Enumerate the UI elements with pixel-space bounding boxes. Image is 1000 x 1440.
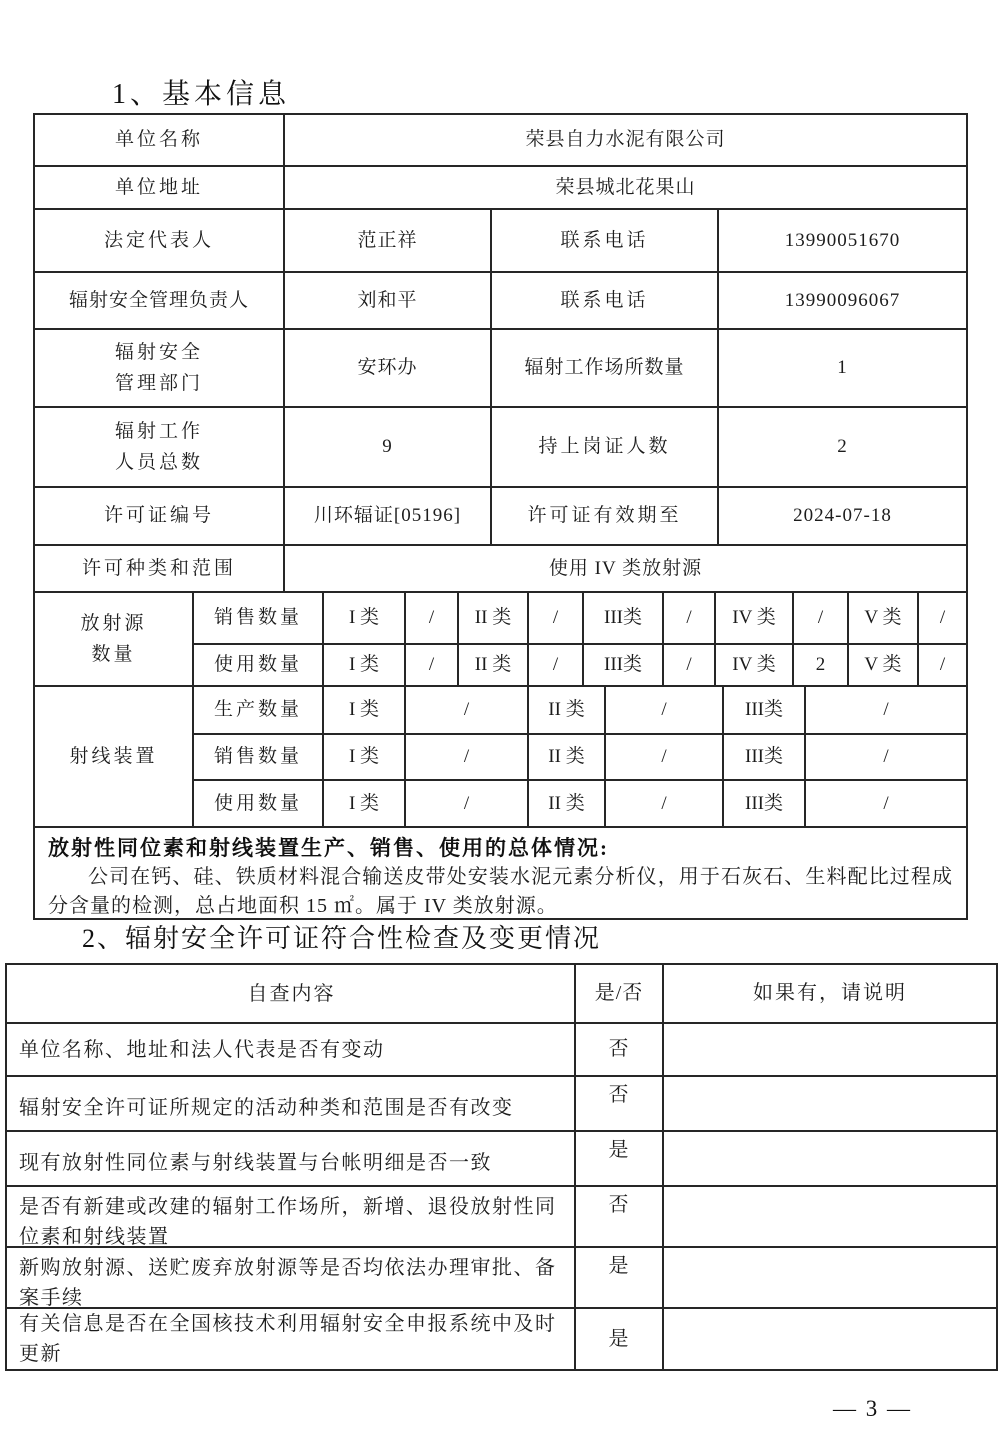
- device-use-row: [194, 779, 966, 826]
- class-value-cell: /: [404, 645, 457, 685]
- license-scope-label: 许可种类和范围: [81, 557, 236, 579]
- check-row-unit-change: [7, 1022, 996, 1075]
- device-production-label: 生产数量: [213, 699, 302, 721]
- yes-no-value: 是: [574, 1309, 662, 1369]
- class-value-cell: /: [404, 593, 457, 643]
- class-label-cell: III类: [722, 781, 804, 826]
- overall-situation-text: 公司在钙、硅、铁质材料混合输送皮带处安装水泥元素分析仪，用于石灰石、生料配比过程成分含量的检测，总占地面积 15 ㎡。属于 IV 类放射源。: [48, 866, 953, 917]
- class-label-cell: I 类: [322, 735, 404, 779]
- check-content: 有关信息是否在全国核技术利用辐射安全申报系统中及时更新: [19, 1313, 557, 1365]
- safety-dept-label: [35, 330, 283, 406]
- class-value-cell: /: [917, 593, 966, 643]
- class-label-cell: IV 类: [714, 645, 792, 685]
- explain-value: [662, 1309, 996, 1369]
- self-check-table: [5, 963, 998, 1371]
- class-value-cell: /: [404, 687, 527, 733]
- check-content: 是否有新建或改建的辐射工作场所，新增、退役放射性同位素和射线装置: [19, 1196, 557, 1248]
- certified-count-value: 2: [717, 408, 966, 486]
- ray-device-rows: [192, 687, 966, 826]
- class-value-cell: 2: [792, 645, 847, 685]
- class-value-cell: /: [804, 687, 966, 733]
- row-license-number: [35, 486, 966, 544]
- ray-device-group-label: 射线装置: [69, 745, 158, 767]
- safety-dept-label-line1: 辐射安全: [114, 342, 203, 363]
- row-worker-total: [35, 406, 966, 486]
- device-use-label: 使用数量: [213, 792, 302, 814]
- class-value-cell: /: [804, 735, 966, 779]
- license-number-label: 许可证编号: [103, 505, 214, 527]
- check-row-approval-procedure: [7, 1246, 996, 1307]
- safety-dept-value: 安环办: [283, 330, 490, 406]
- class-label-cell: V 类: [847, 593, 917, 643]
- unit-name-label: 单位名称: [114, 129, 203, 151]
- license-expiry-value: 2024-07-18: [717, 488, 966, 544]
- legal-rep-value: 范正祥: [283, 210, 490, 271]
- class-label-cell: IV 类: [714, 593, 792, 643]
- yes-no-value: 否: [574, 1187, 662, 1246]
- check-content: 辐射安全许可证所规定的活动种类和范围是否有改变: [19, 1097, 514, 1119]
- radiation-source-group-label: [35, 593, 192, 685]
- page-number: — 3 —: [833, 1396, 912, 1421]
- row-safety-manager: [35, 271, 966, 328]
- class-label-cell: I 类: [322, 593, 404, 643]
- explain-value: [662, 1248, 996, 1307]
- device-sales-row: [194, 733, 966, 779]
- check-row-scope-change: [7, 1075, 996, 1130]
- unit-name-value: 荣县自力水泥有限公司: [283, 115, 966, 165]
- class-value-cell: /: [604, 687, 722, 733]
- workplace-count-value: 1: [717, 330, 966, 406]
- source-use-label: 使用数量: [213, 654, 302, 676]
- check-content: 现有放射性同位素与射线装置与台帐明细是否一致: [19, 1152, 492, 1174]
- device-production-row: [194, 687, 966, 733]
- class-label-cell: I 类: [322, 781, 404, 826]
- source-use-row: [194, 643, 966, 685]
- explain-value: [662, 1187, 996, 1246]
- class-label-cell: I 类: [322, 687, 404, 733]
- unit-address-label: 单位地址: [114, 176, 203, 198]
- header-yes-no: 是/否: [574, 965, 662, 1022]
- row-unit-address: [35, 165, 966, 208]
- safety-manager-label: 辐射安全管理负责人: [68, 289, 249, 311]
- class-label-cell: III类: [582, 645, 662, 685]
- check-row-system-update: [7, 1307, 996, 1369]
- unit-address-value: 荣县城北花果山: [283, 167, 966, 208]
- license-expiry-label: 许可证有效期至: [490, 488, 717, 544]
- class-label-cell: I 类: [322, 645, 404, 685]
- yes-no-value: 是: [574, 1132, 662, 1185]
- phone-value-1: 13990051670: [717, 210, 966, 271]
- source-sales-row: [194, 593, 966, 643]
- class-label-cell: II 类: [527, 781, 604, 826]
- row-legal-representative: [35, 208, 966, 271]
- worker-total-label: [35, 408, 283, 486]
- license-scope-value: 使用 IV 类放射源: [283, 546, 966, 591]
- phone-label-1: 联系电话: [490, 210, 717, 271]
- class-label-cell: II 类: [527, 687, 604, 733]
- yes-no-value: 否: [574, 1024, 662, 1075]
- phone-value-2: 13990096067: [717, 273, 966, 328]
- worker-total-value: 9: [283, 408, 490, 486]
- class-value-cell: /: [662, 645, 714, 685]
- explain-value: [662, 1132, 996, 1185]
- ray-device-group: [35, 685, 966, 826]
- class-label-cell: III类: [582, 593, 662, 643]
- radiation-source-label-line1: 放射源: [80, 613, 147, 634]
- workplace-count-label: 辐射工作场所数量: [490, 330, 717, 406]
- radiation-source-group: [35, 591, 966, 685]
- worker-total-label-line2: 人员总数: [114, 452, 203, 473]
- radiation-source-rows: [192, 593, 966, 685]
- check-row-ledger-match: [7, 1130, 996, 1185]
- basic-info-table: [33, 113, 968, 920]
- section2-title: 2、辐射安全许可证符合性检查及变更情况: [82, 924, 602, 953]
- row-unit-name: [35, 115, 966, 165]
- header-check-content: 自查内容: [247, 982, 336, 1005]
- phone-label-2: 联系电话: [490, 273, 717, 328]
- explain-value: [662, 1077, 996, 1130]
- check-row-new-workplace: [7, 1185, 996, 1246]
- certified-count-label: 持上岗证人数: [490, 408, 717, 486]
- self-check-header-row: [7, 965, 996, 1022]
- overall-situation-heading: 放射性同位素和射线装置生产、销售、使用的总体情况:: [48, 836, 609, 860]
- section1-title: 1、基本信息: [112, 79, 291, 110]
- class-value-cell: /: [604, 781, 722, 826]
- row-safety-department: [35, 328, 966, 406]
- class-label-cell: II 类: [457, 645, 527, 685]
- class-value-cell: /: [804, 781, 966, 826]
- row-license-scope: [35, 544, 966, 591]
- class-value-cell: /: [604, 735, 722, 779]
- class-value-cell: /: [792, 593, 847, 643]
- source-sales-label: 销售数量: [213, 607, 302, 629]
- overall-situation-row: [35, 826, 966, 918]
- explain-value: [662, 1024, 996, 1075]
- worker-total-label-line1: 辐射工作: [114, 421, 203, 442]
- class-label-cell: III类: [722, 687, 804, 733]
- yes-no-value: 否: [574, 1077, 662, 1130]
- class-value-cell: /: [917, 645, 966, 685]
- class-value-cell: /: [527, 645, 582, 685]
- class-label-cell: III类: [722, 735, 804, 779]
- class-label-cell: V 类: [847, 645, 917, 685]
- class-label-cell: II 类: [457, 593, 527, 643]
- header-explain: 如果有，请说明: [662, 965, 996, 1022]
- radiation-source-label-line2: 数量: [91, 644, 136, 665]
- safety-dept-label-line2: 管理部门: [114, 373, 203, 394]
- overall-situation-cell: [35, 828, 966, 918]
- yes-no-value: 是: [574, 1248, 662, 1307]
- check-content: 单位名称、地址和法人代表是否有变动: [19, 1038, 385, 1061]
- class-value-cell: /: [404, 781, 527, 826]
- check-content: 新购放射源、送贮废弃放射源等是否均依法办理审批、备案手续: [19, 1257, 557, 1309]
- class-value-cell: /: [527, 593, 582, 643]
- safety-manager-value: 刘和平: [283, 273, 490, 328]
- device-sales-label: 销售数量: [213, 746, 302, 768]
- class-value-cell: /: [404, 735, 527, 779]
- license-number-value: 川环辐证[05196]: [283, 488, 490, 544]
- legal-rep-label: 法定代表人: [103, 229, 214, 251]
- class-label-cell: II 类: [527, 735, 604, 779]
- class-value-cell: /: [662, 593, 714, 643]
